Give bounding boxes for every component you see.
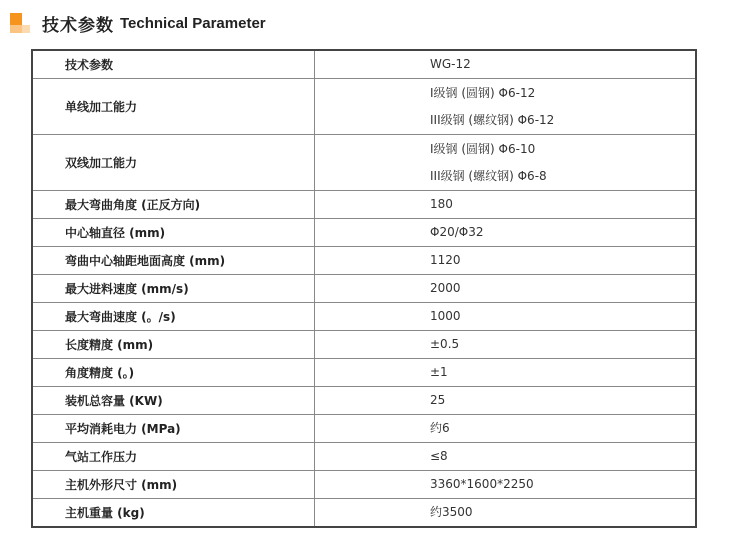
parameter-name: 气站工作压力 — [32, 443, 315, 471]
technical-parameter-table — [31, 49, 697, 528]
parameter-name: 最大弯曲角度 (正反方向) — [32, 191, 315, 219]
parameter-value: 25 — [430, 393, 446, 407]
parameter-value: 约3500 — [430, 505, 473, 519]
parameter-value-cell — [315, 471, 697, 499]
table-row — [32, 50, 696, 79]
parameter-value: ±1 — [430, 365, 448, 379]
table-row — [32, 331, 696, 359]
parameter-value-cell — [315, 387, 697, 415]
parameter-value-cell — [315, 275, 697, 303]
parameter-value: 180 — [430, 197, 453, 211]
parameter-value: III级钢 (螺纹钢) Φ6-8 — [430, 168, 547, 183]
table-row — [32, 219, 696, 247]
table-row — [32, 359, 696, 387]
parameter-value: WG-12 — [430, 57, 471, 71]
parameter-name: 中心轴直径 (mm) — [32, 219, 315, 247]
parameter-name: 双线加工能力 — [32, 135, 315, 191]
table-row — [32, 275, 696, 303]
table-row — [32, 387, 696, 415]
parameter-name: 最大弯曲速度 (。/s) — [32, 303, 315, 331]
table-row — [32, 499, 696, 528]
parameter-name: 装机总容量 (KW) — [32, 387, 315, 415]
section-header — [10, 8, 266, 38]
parameter-value: 2000 — [430, 281, 461, 295]
parameter-name: 主机外形尺寸 (mm) — [32, 471, 315, 499]
parameter-value-cell — [315, 79, 697, 135]
parameter-value: 约6 — [430, 421, 450, 435]
parameter-value-cell — [315, 191, 697, 219]
parameter-name: 技术参数 — [32, 50, 315, 79]
parameter-value: 1120 — [430, 253, 461, 267]
parameter-name: 平均消耗电力 (MPa) — [32, 415, 315, 443]
parameter-value: Φ20/Φ32 — [430, 225, 484, 239]
table-row — [32, 415, 696, 443]
parameter-value-cell — [315, 247, 697, 275]
parameter-value-cell — [315, 331, 697, 359]
parameter-name: 长度精度 (mm) — [32, 331, 315, 359]
table-body — [32, 50, 696, 527]
brand-logo-icon — [10, 11, 32, 35]
table-row — [32, 303, 696, 331]
parameter-name: 主机重量 (kg) — [32, 499, 315, 528]
parameter-value-cell — [315, 50, 697, 79]
table-row — [32, 191, 696, 219]
parameter-value: Ⅰ级钢 (圆钢) Φ6-12 — [430, 85, 536, 100]
section-title-chinese: 技术参数 — [42, 15, 114, 36]
parameter-value: ≤8 — [430, 449, 448, 463]
table-row — [32, 471, 696, 499]
parameter-name: 最大进料速度 (mm/s) — [32, 275, 315, 303]
parameter-value: III级钢 (螺纹钢) Φ6-12 — [430, 112, 555, 127]
parameter-value-cell — [315, 499, 697, 528]
parameter-name: 单线加工能力 — [32, 79, 315, 135]
parameter-name: 角度精度 (。) — [32, 359, 315, 387]
parameter-value-cell — [315, 359, 697, 387]
section-title-english: Technical Parameter — [120, 14, 266, 32]
table-row — [32, 247, 696, 275]
parameter-value: Ⅰ级钢 (圆钢) Φ6-10 — [430, 141, 536, 156]
table-row — [32, 135, 696, 191]
parameter-value-cell — [315, 135, 697, 191]
parameter-value-cell — [315, 415, 697, 443]
parameter-value: 1000 — [430, 309, 461, 323]
table-row — [32, 443, 696, 471]
parameter-value-cell — [315, 443, 697, 471]
parameter-value-cell — [315, 219, 697, 247]
parameter-value: 3360*1600*2250 — [430, 477, 534, 491]
parameter-value-cell — [315, 303, 697, 331]
table-row — [32, 79, 696, 135]
parameter-value: ±0.5 — [430, 337, 460, 351]
parameter-name: 弯曲中心轴距地面高度 (mm) — [32, 247, 315, 275]
